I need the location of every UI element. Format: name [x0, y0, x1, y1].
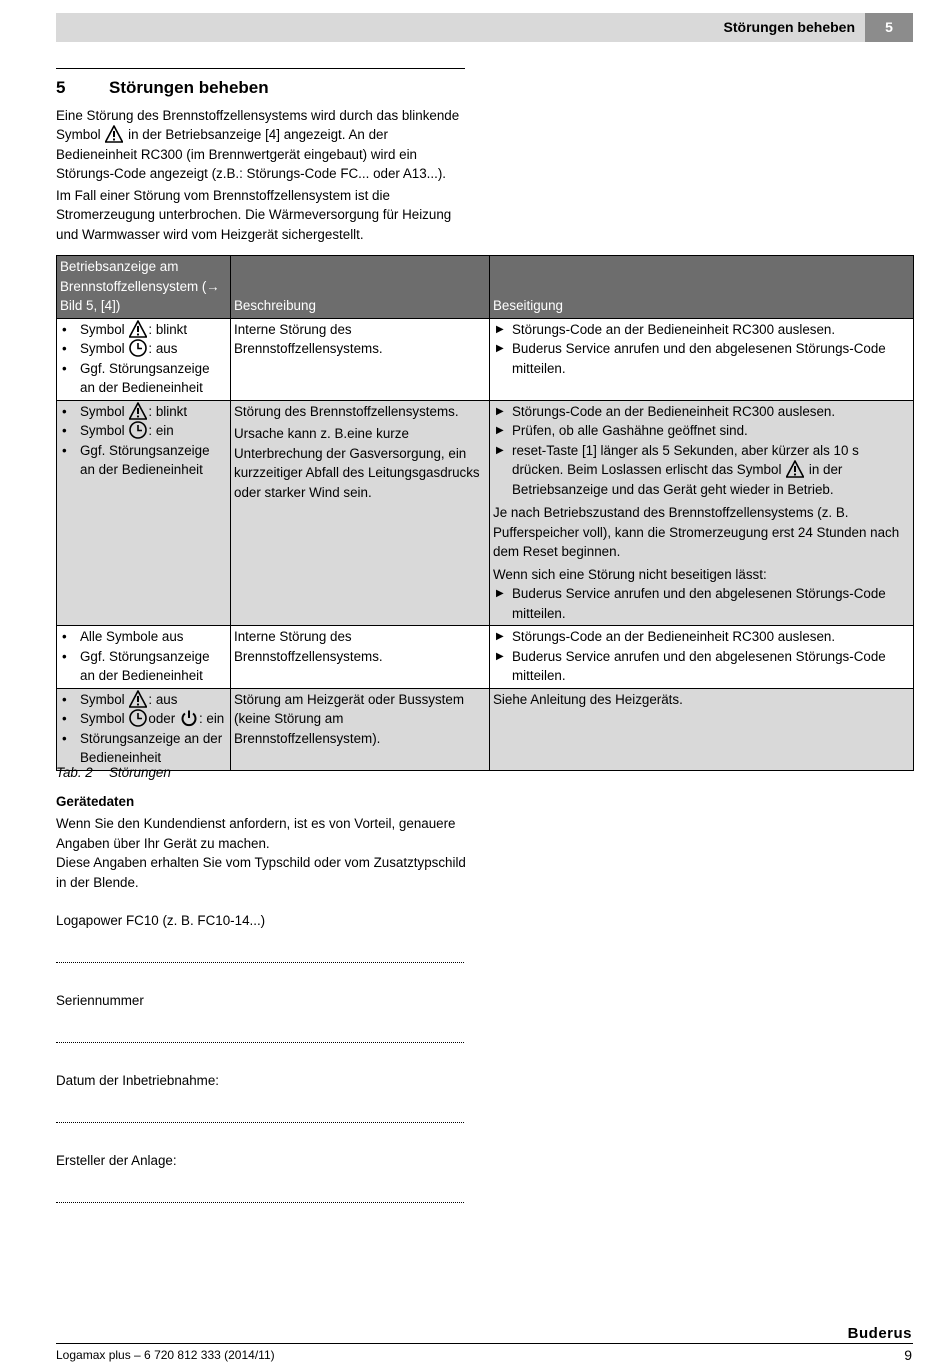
header-title: Störungen beheben — [723, 19, 855, 35]
section-number: 5 — [56, 78, 66, 97]
list-item: • Symbol oder : ein — [60, 709, 230, 729]
header-remedy: Beseitigung — [490, 256, 914, 319]
fill-line[interactable] — [56, 1042, 464, 1043]
fill-line[interactable] — [56, 962, 464, 963]
header-indicator: Betriebsanzeige am Brennstoffzellensystem (→ Bild 5, [4]) — [57, 256, 231, 319]
list-item: • Ggf. Störungsanzeige an der Bedieneinheit — [60, 359, 227, 398]
field-label-installer: Ersteller der Anlage: — [56, 1153, 177, 1168]
table-row — [57, 626, 914, 689]
list-item: ▶ Buderus Service anrufen und den abgelesenen Störungs-Code mitteilen. — [493, 339, 910, 378]
note-text: Wenn sich eine Störung nicht beseitigen lässt: — [493, 566, 767, 582]
remedy-text: Siehe Anleitung des Heizgeräts. — [493, 691, 683, 707]
clock-icon — [129, 339, 147, 357]
description-text: Interne Störung des Brennstoffzellensystems. — [234, 629, 383, 664]
power-icon — [180, 709, 198, 727]
header-chapter-number: 5 — [865, 13, 913, 42]
warning-icon — [786, 460, 804, 478]
footer-document-id: Logamax plus – 6 720 812 333 (2014/11) — [56, 1348, 275, 1362]
list-item: • Symbol : blinkt — [60, 320, 227, 340]
description-text: Interne Störung des Brennstoffzellensystems. — [234, 321, 383, 356]
table-row — [57, 688, 914, 770]
footer-rule — [56, 1343, 913, 1344]
warning-icon — [105, 125, 123, 143]
list-item: ▶ Störungs-Code an der Bedieneinheit RC300 auslesen. — [493, 402, 910, 422]
list-item: • Alle Symbole aus — [60, 627, 227, 647]
device-data-heading: Gerätedaten — [56, 794, 135, 809]
list-item: • Symbol : blinkt — [60, 402, 227, 422]
list-item: • Symbol : aus — [60, 339, 227, 359]
section-title: Störungen beheben — [109, 78, 269, 97]
list-item: • Ggf. Störungsanzeige an der Bedieneinheit — [60, 441, 227, 480]
list-item: ▶ Buderus Service anrufen und den abgelesenen Störungs-Code mitteilen. — [493, 647, 910, 686]
table-header-row — [57, 256, 914, 319]
buderus-logo: Buderus — [847, 1325, 912, 1342]
list-item: ▶ Buderus Service anrufen und den abgelesenen Störungs-Code mitteilen. — [493, 584, 910, 623]
fill-line[interactable] — [56, 1122, 464, 1123]
list-item: ▶ reset-Taste [1] länger als 5 Sekunden, aber kürzer als 10 s drücken. Beim Loslassen erlischt das Symbol in der Betriebsanzeige und das Gerät geht wieder in Betrieb. — [493, 441, 910, 500]
intro-paragraph-2: Im Fall einer Störung vom Brennstoffzellensystem ist die Stromerzeugung unterbrochen. Die Wärmeversorgung für Heizung und Warmwasser wird vom Heizgerät sichergestellt. — [56, 188, 452, 242]
description-text: Ursache kann z. B.eine kurze Unterbrechung der Gasversorgung, ein kurzzeitiger Abfall des Leitungsgasdrucks oder starker Wind sein. — [234, 426, 480, 500]
intro-paragraph-1: Eine Störung des Brennstoffzellensystems wird durch das blinkende Symbol in der Betriebsanzeige [4] angezeigt. An der Bedieneinheit RC300 (im Brennwertgerät eingebaut) wird ein Störungs-Code angezeigt (z.B.: Störungs-Code FC... oder A13...). — [56, 108, 460, 181]
clock-icon — [129, 421, 147, 439]
fill-line[interactable] — [56, 1202, 464, 1203]
field-label-model: Logapower FC10 (z. B. FC10-14...) — [56, 913, 266, 928]
fault-table — [56, 255, 914, 771]
note-text: Je nach Betriebszustand des Brennstoffzellensystems (z. B. Pufferspeicher voll), kann die Stromerzeugung erst 24 Stunden nach dem Reset beginnen. — [493, 505, 900, 559]
section-rule — [56, 68, 465, 69]
warning-icon — [129, 690, 147, 708]
table-row — [57, 400, 914, 626]
description-text: Störung am Heizgerät oder Bussystem (keine Störung am Brennstoffzellensystem). — [234, 691, 464, 746]
device-data-text: Wenn Sie den Kundendienst anfordern, ist es von Vorteil, genauere Angaben über Ihr Gerät zu machen. Diese Angaben erhalten Sie vom Typschild oder vom Zusatztypschild in der Blende. — [56, 816, 466, 890]
clock-icon — [129, 709, 147, 727]
table-caption: Tab. 2 Störungen — [56, 765, 171, 780]
section-heading — [56, 78, 269, 98]
warning-icon — [129, 320, 147, 338]
list-item: • Ggf. Störungsanzeige an der Bedieneinheit — [60, 647, 227, 686]
header-description: Beschreibung — [231, 256, 490, 319]
table-row — [57, 318, 914, 400]
field-label-commissioning-date: Datum der Inbetriebnahme: — [56, 1073, 220, 1088]
warning-icon — [129, 402, 147, 420]
list-item: • Störungsanzeige an der Bedieneinheit — [60, 729, 230, 768]
list-item: • Symbol : aus — [60, 690, 230, 710]
field-label-serial: Seriennummer — [56, 993, 144, 1008]
list-item: • Symbol : ein — [60, 421, 227, 441]
list-item: ▶ Störungs-Code an der Bedieneinheit RC300 auslesen. — [493, 320, 910, 340]
description-text: Störung des Brennstoffzellensystems. — [234, 403, 459, 419]
list-item: ▶ Prüfen, ob alle Gashähne geöffnet sind. — [493, 421, 910, 441]
list-item: ▶ Störungs-Code an der Bedieneinheit RC300 auslesen. — [493, 627, 910, 647]
page-number: 9 — [904, 1347, 912, 1363]
